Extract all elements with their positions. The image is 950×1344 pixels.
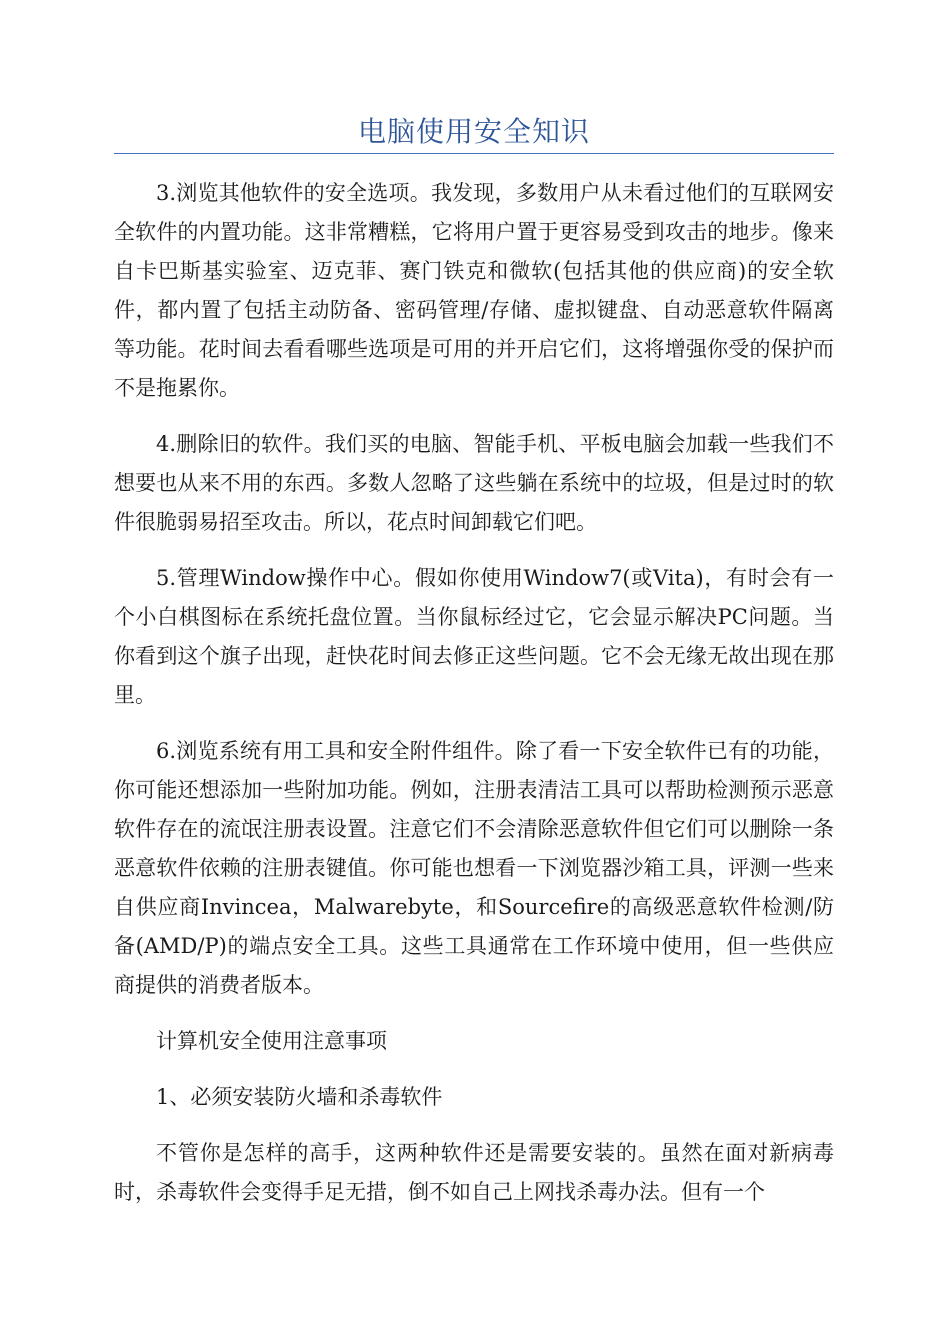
subheading-install-firewall-antivirus: 1、必须安装防火墙和杀毒软件 [156, 1085, 443, 1109]
document-title: 电脑使用安全知识 [357, 115, 590, 148]
paragraph-manage-action-center: 5.管理Window操作中心。假如你使用Window7(或Vita)，有时会有一个小白棋图标在系统托盘位置。当你鼠标经过它，它会显示解决PC问题。当你看到这个旗子出现，赶快花时间去修正这些问题。它不会无缘无故出现在那里。 [114, 566, 834, 707]
document-body [114, 174, 834, 1229]
paragraph-browse-security-options: 3.浏览其他软件的安全选项。我发现，多数用户从未看过他们的互联网安全软件的内置功能。这非常糟糕，它将用户置于更容易受到攻击的地步。像来自卡巴斯基实验室、迈克菲、赛门铁克和微软(包括其他的供应商)的安全软件，都内置了包括主动防备、密码管理/存储、虚拟键盘、自动恶意软件隔离等功能。花时间去看看哪些选项是可用的并开启它们，这将增强你受的保护而不是拖累你。 [114, 181, 834, 400]
paragraph-firewall-antivirus: 不管你是怎样的高手，这两种软件还是需要安装的。虽然在面对新病毒时，杀毒软件会变得手足无措，倒不如自己上网找杀毒办法。但有一个 [114, 1141, 834, 1204]
paragraph-delete-old-software: 4.删除旧的软件。我们买的电脑、智能手机、平板电脑会加载一些我们不想要也从来不用的东西。多数人忽略了这些躺在系统中的垃圾，但是过时的软件很脆弱易招至攻击。所以，花点时间卸载它们吧。 [114, 432, 834, 534]
paragraph-browse-tools-addons: 6.浏览系统有用工具和安全附件组件。除了看一下安全软件已有的功能，你可能还想添加一些附加功能。例如，注册表清洁工具可以帮助检测预示恶意软件存在的流氓注册表设置。注意它们不会清除恶意软件但它们可以删除一条恶意软件依赖的注册表键值。你可能也想看一下浏览器沙箱工具，评测一些来自供应商Invincea，Malwarebyte，和Sourcefire的高级恶意软件检测/防备(AMD/P)的端点安全工具。这些工具通常在工作环境中使用，但一些供应商提供的消费者版本。 [114, 739, 834, 997]
title-underline [114, 153, 834, 154]
section-heading-safety-notes: 计算机安全使用注意事项 [156, 1029, 387, 1053]
